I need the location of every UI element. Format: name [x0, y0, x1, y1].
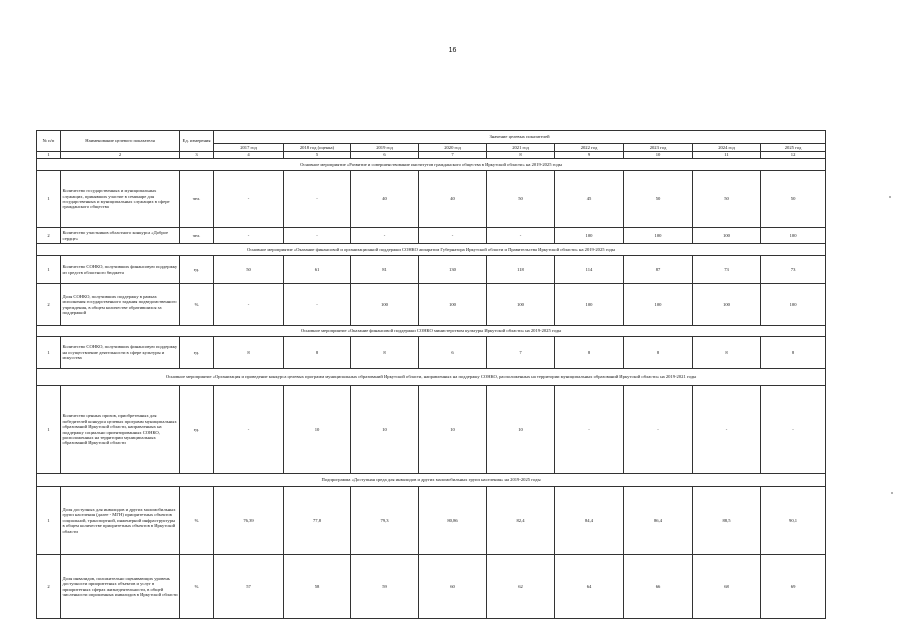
value-cell: 100	[419, 284, 487, 326]
value-cell: 84,4	[555, 487, 624, 555]
value-cell: -	[214, 171, 284, 228]
value-cell: 8	[624, 337, 693, 369]
header-year: 2025 год	[761, 144, 826, 152]
scan-speck	[889, 196, 891, 198]
value-cell: -	[351, 228, 419, 244]
indicator-name: Количество государственных и муниципальных служащих, принявших участие в семинаре для государственных и муниципальных служащих в сфере гражданского общества	[61, 171, 180, 228]
header-year: 2024 год	[693, 144, 761, 152]
value-cell: 50	[624, 171, 693, 228]
column-number: 7	[419, 152, 487, 159]
indicator-name: Количество ценных призов, приобретенных для победителей конкурса целевых программ муниципальных образований Иркутской области, направленных на поддержку социально ориентированных СОНКО, расположенных на территории муниципальных образований Иркутской области	[61, 386, 180, 474]
value-cell: 10	[351, 386, 419, 474]
table-row	[37, 256, 826, 284]
indicator-name: Количество СОНКО, получивших финансовую поддержку на осуществление деятельности в сфере культуры и искусства	[61, 337, 180, 369]
table-row	[37, 284, 826, 326]
section-title-row	[37, 474, 826, 487]
column-numbers-row	[37, 152, 826, 159]
value-cell: -	[624, 386, 693, 474]
table-row	[37, 337, 826, 369]
value-cell: 73	[761, 256, 826, 284]
value-cell: 68	[693, 555, 761, 619]
header-values-group: Значение целевых показателей	[214, 131, 826, 144]
page-number: 16	[448, 47, 457, 54]
row-num: 1	[37, 337, 61, 369]
indicator-name: Доля инвалидов, положительно оценивающих уровень доступности приоритетных объектов и услуг в приоритетных сферах жизнедеятельности, в общей численности опрошенных инвалидов в Иркутской области	[61, 555, 180, 619]
value-cell: 8	[284, 337, 351, 369]
value-cell: -	[487, 228, 555, 244]
value-cell: 8	[693, 337, 761, 369]
value-cell: 62	[487, 555, 555, 619]
value-cell: 100	[555, 228, 624, 244]
unit: ед.	[180, 386, 214, 474]
unit: ед.	[180, 256, 214, 284]
value-cell: -	[284, 171, 351, 228]
value-cell: 76,39	[214, 487, 284, 555]
column-number: 4	[214, 152, 284, 159]
value-cell: -	[284, 284, 351, 326]
value-cell: 8	[214, 337, 284, 369]
table-row	[37, 487, 826, 555]
value-cell: 64	[555, 555, 624, 619]
value-cell: 100	[761, 228, 826, 244]
value-cell: 77,8	[284, 487, 351, 555]
value-cell: 100	[555, 284, 624, 326]
indicator-name: Доля доступных для инвалидов и других маломобильных групп населения (далее - МГН) приоритетных объектов социальной, транспортной, инженерной инфраструктуры в общем количестве приоритетных объектов в Иркутской области	[61, 487, 180, 555]
value-cell: 6	[419, 337, 487, 369]
table-row	[37, 386, 826, 474]
value-cell: 100	[693, 228, 761, 244]
header-year: 2017 год	[214, 144, 284, 152]
unit: чел.	[180, 171, 214, 228]
column-number: 1	[37, 152, 61, 159]
value-cell: 118	[487, 256, 555, 284]
value-cell: 58	[284, 555, 351, 619]
row-num: 2	[37, 555, 61, 619]
value-cell: 100	[351, 284, 419, 326]
value-cell: 130	[419, 256, 487, 284]
value-cell: 50	[693, 171, 761, 228]
value-cell: 69	[761, 555, 826, 619]
header-year: 2022 год	[555, 144, 624, 152]
value-cell: 8	[351, 337, 419, 369]
column-number: 9	[555, 152, 624, 159]
value-cell: 59	[351, 555, 419, 619]
unit: %	[180, 284, 214, 326]
value-cell: 100	[693, 284, 761, 326]
table-row	[37, 555, 826, 619]
column-number: 2	[61, 152, 180, 159]
value-cell: -	[693, 386, 761, 474]
section-title: Основное мероприятие «Организация и проведение конкурса целевых программ муниципальных образований Иркутской области, направленных на поддержку СОНКО, расположенных на территории муниципальных образований Иркутской области» на 2019-2021 годы	[37, 369, 826, 386]
unit: чел.	[180, 228, 214, 244]
column-number: 3	[180, 152, 214, 159]
value-cell: 7	[487, 337, 555, 369]
value-cell: -	[214, 284, 284, 326]
scan-speck	[891, 492, 893, 494]
column-number: 8	[487, 152, 555, 159]
table-row	[37, 171, 826, 228]
value-cell: -	[555, 386, 624, 474]
section-title: Основное мероприятие «Оказание финансовой и организационной поддержки СОНКО аппаратом Губернатора Иркутской области и Правительства Иркутской области» на 2019-2025 годы	[37, 244, 826, 256]
column-number: 11	[693, 152, 761, 159]
header-year: 2020 год	[419, 144, 487, 152]
value-cell: 90,1	[761, 487, 826, 555]
value-cell: 66	[624, 555, 693, 619]
section-title: Подпрограмма «Доступная среда для инвалидов и других маломобильных групп населения» на 2019-2025 годы	[37, 474, 826, 487]
row-num: 2	[37, 284, 61, 326]
value-cell: 100	[624, 228, 693, 244]
value-cell: 100	[487, 284, 555, 326]
column-number: 6	[351, 152, 419, 159]
value-cell: 100	[624, 284, 693, 326]
value-cell: -	[761, 386, 826, 474]
value-cell: 40	[351, 171, 419, 228]
header-year: 2021 год	[487, 144, 555, 152]
value-cell: 57	[214, 555, 284, 619]
value-cell: 61	[284, 256, 351, 284]
column-number: 10	[624, 152, 693, 159]
value-cell: 10	[487, 386, 555, 474]
header-num: № п/п	[37, 131, 61, 152]
column-number: 5	[284, 152, 351, 159]
value-cell: -	[284, 228, 351, 244]
row-num: 2	[37, 228, 61, 244]
value-cell: 10	[419, 386, 487, 474]
value-cell: 86,4	[624, 487, 693, 555]
indicator-name: Количество СОНКО, получивших финансовую поддержку из средств областного бюджета	[61, 256, 180, 284]
value-cell: 8	[761, 337, 826, 369]
header-unit: Ед. измерения	[180, 131, 214, 152]
value-cell: 50	[214, 256, 284, 284]
value-cell: 50	[761, 171, 826, 228]
unit: %	[180, 555, 214, 619]
table-row	[37, 228, 826, 244]
value-cell: -	[419, 228, 487, 244]
indicator-name: Доля СОНКО, получивших поддержку в рамках исполнения государственного задания подведомственного учреждения, в общем количестве обратившихся за поддержкой	[61, 284, 180, 326]
section-title: Основное мероприятие «Оказание финансовой поддержки СОНКО министерством культуры Иркутской области» на 2019-2025 годы	[37, 326, 826, 337]
value-cell: 8	[555, 337, 624, 369]
header-name: Наименование целевого показателя	[61, 131, 180, 152]
value-cell: 88,5	[693, 487, 761, 555]
value-cell: 10	[284, 386, 351, 474]
row-num: 1	[37, 171, 61, 228]
header-year: 2019 год	[351, 144, 419, 152]
section-title-row	[37, 369, 826, 386]
value-cell: 80,86	[419, 487, 487, 555]
header-year: 2018 год (оценка)	[284, 144, 351, 152]
value-cell: 79,3	[351, 487, 419, 555]
header-year: 2023 год	[624, 144, 693, 152]
indicator-name: Количество участников областного конкурса «Доброе сердце»	[61, 228, 180, 244]
value-cell: 81	[351, 256, 419, 284]
section-title-row	[37, 159, 826, 171]
section-title: Основное мероприятие «Развитие и совершенствование институтов гражданского общества в Иркутской области» на 2019-2025 годы	[37, 159, 826, 171]
section-title-row	[37, 244, 826, 256]
value-cell: 50	[487, 171, 555, 228]
value-cell: 40	[419, 171, 487, 228]
value-cell: -	[214, 386, 284, 474]
value-cell: 60	[419, 555, 487, 619]
unit: ед.	[180, 337, 214, 369]
row-num: 1	[37, 487, 61, 555]
value-cell: 87	[624, 256, 693, 284]
value-cell: 45	[555, 171, 624, 228]
value-cell: -	[214, 228, 284, 244]
value-cell: 114	[555, 256, 624, 284]
section-title-row	[37, 326, 826, 337]
column-number: 12	[761, 152, 826, 159]
value-cell: 73	[693, 256, 761, 284]
target-indicators-table	[36, 130, 826, 619]
value-cell: 82,4	[487, 487, 555, 555]
row-num: 1	[37, 386, 61, 474]
row-num: 1	[37, 256, 61, 284]
header-row-top	[37, 131, 826, 144]
value-cell: 100	[761, 284, 826, 326]
unit: %	[180, 487, 214, 555]
